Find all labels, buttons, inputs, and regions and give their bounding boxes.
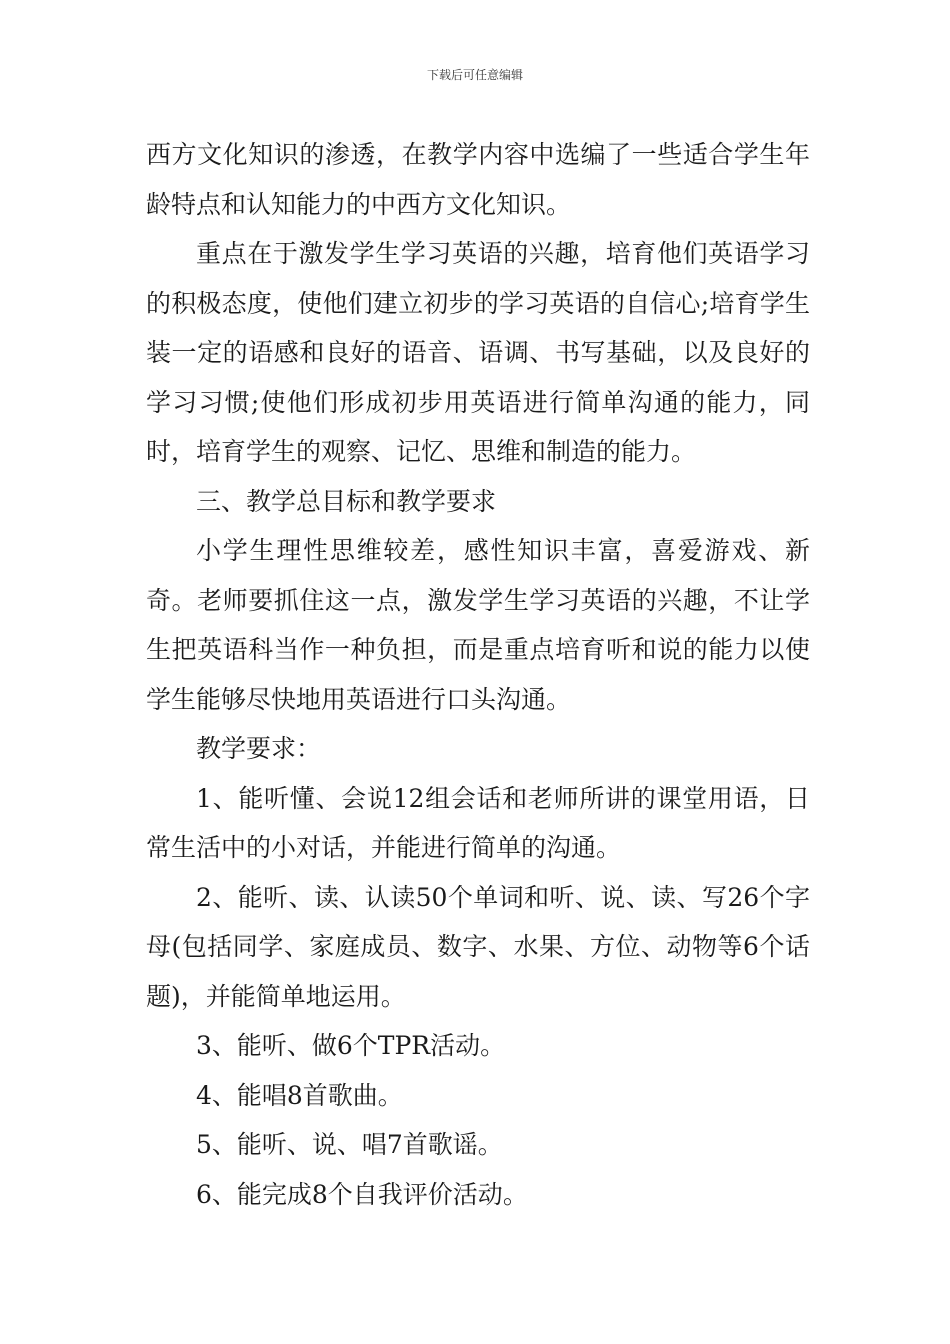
- section-heading-goals: 三、教学总目标和教学要求: [196, 486, 497, 516]
- paragraph-cultural-knowledge: 西方文化知识的渗透，在教学内容中选编了一些适合学生年龄特点和认知能力的中西方文化知识。: [146, 140, 810, 219]
- requirement-item-6: 6、能完成8个自我评价活动。: [196, 1179, 528, 1209]
- paragraph-student-traits: 小学生理性思维较差，感性知识丰富，喜爱游戏、新奇。老师要抓住这一点，激发学生学习英语的兴趣，不让学生把英语科当作一种负担，而是重点培育听和说的能力以使学生能够尽快地用英语进行口头沟通。: [146, 536, 810, 714]
- paragraph-learning-interest: 重点在于激发学生学习英语的兴趣，培育他们英语学习的积极态度，使他们建立初步的学习英语的自信心;培育学生装一定的语感和良好的语音、语调、书写基础，以及良好的学习习惯;使他们形成初步用英语进行简单沟通的能力，同时，培育学生的观察、记忆、思维和制造的能力。: [146, 239, 810, 466]
- page-header-note: 下载后可任意编辑: [426, 68, 523, 82]
- requirement-item-3: 3、能听、做6个TPR活动。: [196, 1031, 506, 1060]
- document-body: [146, 130, 810, 1219]
- requirement-item-5: 5、能听、说、唱7首歌谣。: [196, 1130, 503, 1159]
- requirement-item-1: 1、能听懂、会说12组会话和老师所讲的课堂用语，日常生活中的小对话，并能进行简单的沟通。: [146, 783, 810, 862]
- subheading-requirements: 教学要求：: [196, 734, 322, 763]
- requirement-item-2: 2、能听、读、认读50个单词和听、说、读、写26个字母(包括同学、家庭成员、数字、水果、方位、动物等6个话题)，并能简单地运用。: [146, 882, 810, 1011]
- requirement-item-4: 4、能唱8首歌曲。: [196, 1080, 403, 1110]
